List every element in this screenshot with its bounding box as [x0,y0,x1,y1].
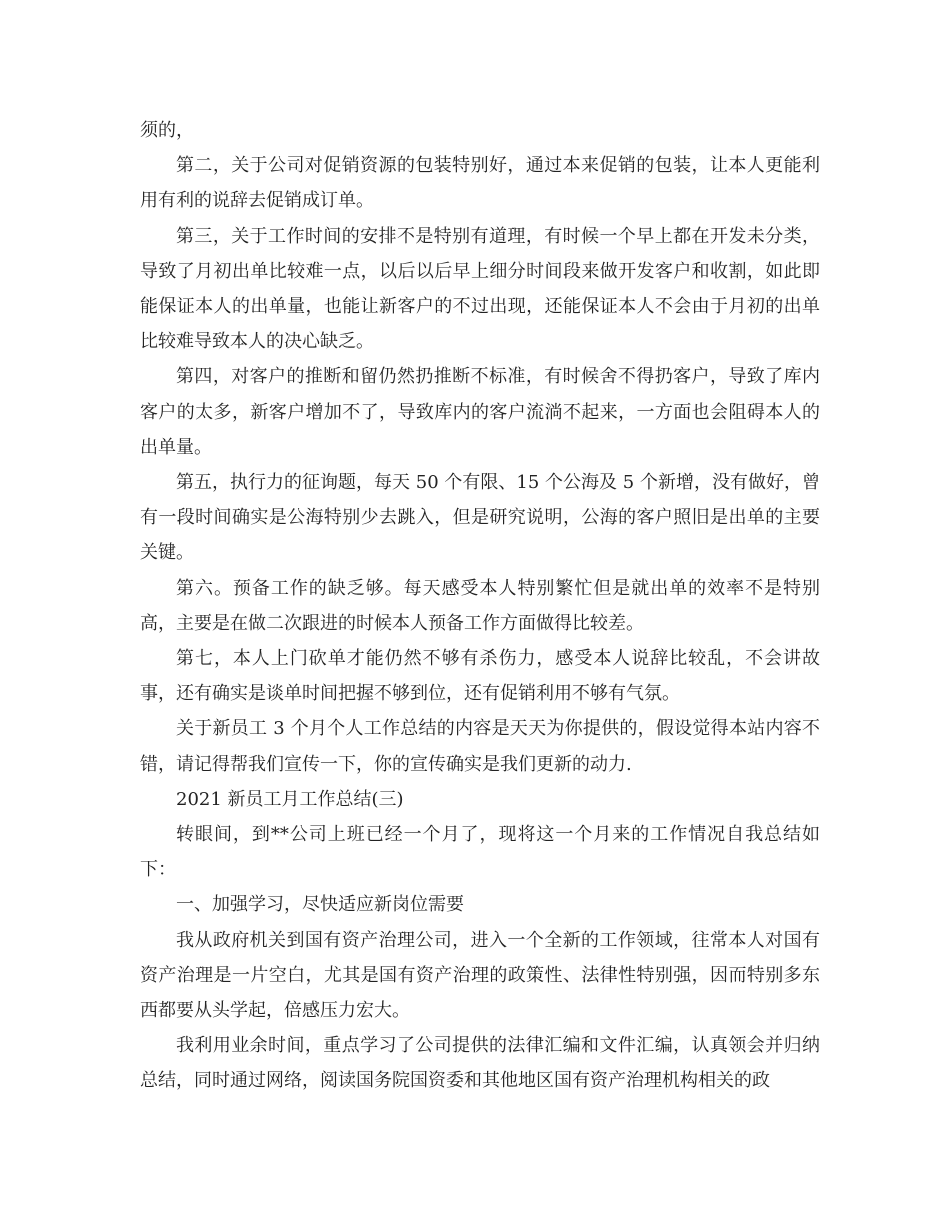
paragraph-fourth-point: 第四，对客户的推断和留仍然扔推断不标准，有时候舍不得扔客户，导致了库内客户的太多，新客户增加不了，导致库内的客户流淌不起来，一方面也会阻碍本人的出单量。 [140,366,820,458]
paragraph-fifth-point: 第五，执行力的征询题，每天 50 个有限、15 个公海及 5 个新增，没有做好，曾有一段时间确实是公海特别少去跳入，但是研究说明，公海的客户照旧是出单的主要关键。 [140,472,820,564]
paragraph-sixth-point: 第六。预备工作的缺乏够。每天感受本人特别繁忙但是就出单的效率不是特别高，主要是在做二次跟进的时候本人预备工作方面做得比较差。 [140,577,820,634]
paragraph-site-note: 关于新员工 3 个月个人工作总结的内容是天天为你提供的，假设觉得本站内容不错，请记得帮我们宣传一下，你的宣传确实是我们更新的动力. [140,718,820,775]
paragraph-new-field: 我从政府机关到国有资产治理公司，进入一个全新的工作领域，往常本人对国有资产治理是一片空白，尤其是国有资产治理的政策性、法律性特别强，因而特别多东西都要从头学起，倍感压力宏大。 [140,929,820,1022]
paragraph-third-point: 第三，关于工作时间的安排不是特别有道理，有时候一个早上都在开发未分类，导致了月初出单比较难一点，以后以后早上细分时间段来做开发客户和收割，如此即能保证本人的出单量，也能让新客户的不过出现，还能保证本人不会由于月初的出单比较难导致本人的决心缺乏。 [140,225,820,353]
paragraph-seventh-point: 第七，本人上门砍单才能仍然不够有杀伤力，感受本人说辞比较乱，不会讲故事，还有确实是谈单时间把握不够到位，还有促销利用不够有气氛。 [140,648,820,705]
section-heading-learning: 一、加强学习，尽快适应新岗位需要 [176,894,464,916]
paragraph-intro: 转眼间，到**公司上班已经一个月了，现将这一个月来的工作情况自我总结如下： [140,824,820,881]
document-body [140,113,820,1099]
paragraph-continuation: 须的， [140,120,194,141]
paragraph-second-point: 第二，关于公司对促销资源的包装特别好，通过本来促销的包装，让本人更能利用有利的说辞去促销成订单。 [140,155,820,212]
section-title: 2021 新员工月工作总结(三) [176,788,404,810]
paragraph-study: 我利用业余时间，重点学习了公司提供的法律汇编和文件汇编，认真领会并归纳总结，同时通过网络，阅读国务院国资委和其他地区国有资产治理机构相关的政 [140,1035,820,1092]
